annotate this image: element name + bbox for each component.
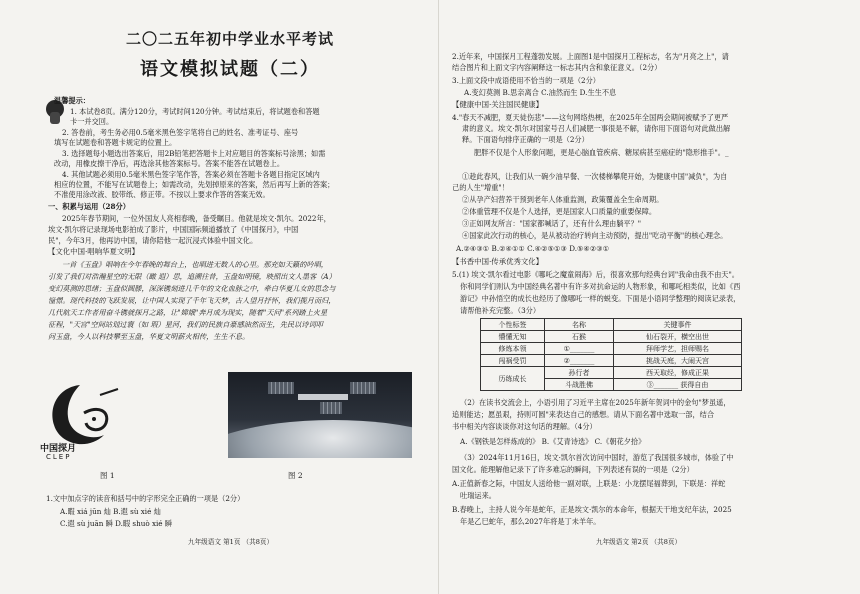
tip-line: 相应的位置，不能写在试题卷上；如需改动，先划掉原来的答案，然后再写上新的答案； (54, 180, 335, 189)
table-cell (614, 379, 742, 391)
solar-panel (320, 402, 342, 414)
question-4-item: ②从孕产妇营养干预到老年人体重监测，政策覆盖全生命周期。 (462, 195, 664, 204)
tip-line: 4. 其他试题必须用0.5毫米黑色签字笔作答，答案必须在答题卡各题目指定区域内 (62, 170, 320, 179)
question-5: 5.(1) 埃文·凯尔看过电影《哪吒之魔童闹海》后，很喜欢那句经典台词"我命由我不由天"。 (452, 270, 739, 279)
theme-header: 【文化中国·唱响华夏文明】 (48, 247, 140, 256)
table-header-row (481, 319, 742, 331)
question-5-2: 追则能达；愿虽艰，持则可圆"来表达自己的感想。请从下面名著中选取一部，结合 (452, 410, 715, 419)
exam-title: 二〇二五年初中学业水平考试 (125, 30, 334, 48)
question-5-3: 国文化。能理解他记录下了许多难忘的瞬间，下列表述有误的一项是（2分） (452, 465, 694, 474)
passage-line: 憧憬。现代科技的飞跃发展，让中国人实现了千年飞天梦，古人望月抒怀，我们揽月而归， (48, 296, 336, 305)
question-5: 游记》中孙悟空的成长也经历了像哪吒一样的蜕变。下面是小语同学整理的阅读记录表， (460, 294, 741, 303)
table-cell: 懵懂无知 (481, 331, 545, 343)
table-row (481, 355, 742, 367)
table-cell: 孙行者 (544, 367, 613, 379)
section-title: 一、积累与运用（28分） (48, 202, 130, 211)
table-cell-text: 获得自由 (680, 380, 709, 389)
question-5-2: （2）在读书交流会上，小语引用了习近平主席在2025年新年贺词中的金句"梦虽遥， (460, 398, 731, 407)
question-5-2-options: A.《钢铁是怎样炼成的》 B.《艾青诗选》 C.《朝花夕拾》 (460, 437, 646, 446)
solar-panel (350, 382, 376, 394)
page-divider (438, 0, 439, 594)
passage-line: 一首《玉盘》唱响在今年春晚的舞台上，也唱进无数人的心里。那充如天籁的吟唱， (62, 260, 328, 269)
question-4: 肃的意义。埃文·凯尔对国家号召人们减肥一事很是不解，请你用下面语句对此做出解 (462, 124, 731, 133)
question-4: 释。下面语句排序正确的一项是（2分） (462, 135, 589, 144)
logo-text: 中国探月 (40, 444, 77, 454)
intro-line: 埃文·凯尔将记录现场电影拍成了影片，中国国际频道播放了《中国探月》，中国 (48, 225, 299, 234)
exam-subtitle: 语文模拟试题（二） (140, 59, 320, 80)
tip-line: 2. 答卷前，考生务必用0.5毫米黑色签字笔将自己的姓名、准考证号、座号 (62, 128, 299, 137)
space-station-icon (298, 394, 348, 400)
question-4-item: ③正如网友所言："国家都喊话了，还有什么理由躺平？" (462, 219, 642, 228)
theme-header: 【健康中国·关注国民健康】 (452, 100, 544, 109)
question-5: 请帮他补充完整。（3分） (460, 306, 541, 315)
space-station-photo (228, 372, 412, 458)
tip-line: 卡一并交回。 (70, 117, 114, 126)
table-cell: 石猴 (544, 331, 613, 343)
page-2 (452, 0, 844, 594)
page-footer: 九年级语文 第1页 （共8页） (188, 538, 274, 546)
page-footer: 九年级语文 第2页 （共8页） (596, 538, 682, 546)
question-4: 4."春天不减肥，夏天徒伤悲"——这句网络热梗，在2025年全国两会期间被赋予了更严 (452, 113, 729, 122)
question-5: 你和同学们则认为中国经典名著中有许多对抗命运的人物形象，和哪吒相类似，比如《西 (460, 282, 741, 291)
page-1 (40, 0, 432, 594)
intro-line: 民"，今年3月，他再访中国，请你陪他一起沉浸式体验中国文化。 (48, 236, 258, 245)
question-5-3-option: B.春晚上，主持人说今年是蛇年，正是埃文·凯尔的本命年，根据天干地支纪年法，2025 (452, 505, 732, 514)
question-5-3-option: A.正值新春之际，中国友人送给他一副对联，上联是：小龙摆尾福葬到，下联是：祥蛇 (452, 479, 726, 488)
solar-panel (268, 382, 294, 394)
figure-2-caption: 图 2 (288, 471, 303, 480)
table-cell-blank: ③_______ (646, 380, 679, 389)
question-5-2: 书中相关内容谈谈你对这句话的理解。（4分） (452, 422, 597, 431)
question-1-options: A.暇 xiá jūn 灿 B.遐 sù xié 灿 (60, 507, 161, 516)
table-cell-blank: ①_______ (544, 343, 613, 355)
intro-line: 2025年春节期间，一位外国友人亮相春晚，备受瞩目。他就是埃文·凯尔。2022年， (62, 214, 331, 223)
reading-record-table (480, 318, 742, 391)
passage-line: 几代航天工作者用奋斗镌就探月之路，让"嫦娥"奔月成为现实，随着"天问"系列踏上火星 (48, 308, 328, 317)
table-cell: 挑战天庭，大闹天宫 (614, 355, 742, 367)
question-4-item: ②体重管理不仅是个人选择，更是国家人口质量的重要保障。 (462, 207, 657, 216)
table-cell: 修炼本领 (481, 343, 545, 355)
table-row (481, 367, 742, 379)
table-cell: 仙石裂开，横空出世 (614, 331, 742, 343)
earth-image (228, 420, 412, 458)
question-3: 3.上面文段中成语使用不恰当的一项是（2分） (452, 76, 600, 85)
question-4-item: ①趁此春风，让我们从一碗少油早餐、一次楼梯攀爬开始，为健康中国"减负"，为自 (462, 172, 728, 181)
table-header: 个性标签 (481, 319, 545, 331)
passage-line: 引发了我们对浩瀚星空的无限（瞰 遐）思，追溯往昔，玉盘如明镜，映照出文人墨客（A） (48, 272, 336, 281)
question-5-3-option: 年是乙巳蛇年，那么2027年将是丁未羊年。 (460, 517, 601, 526)
table-cell: 历练成长 (481, 367, 545, 391)
tip-line: 1. 本试卷8页。满分120分，考试时间120分钟。考试结束后，将试题卷和答题 (70, 107, 320, 116)
question-4-options: A.②④③① B.②④①① C.④②⑤①③ D.⑤④②③① (456, 244, 610, 253)
table-cell: 斗战胜佛 (544, 379, 613, 391)
table-header: 名称 (544, 319, 613, 331)
table-cell (614, 367, 742, 379)
lunar-logo-figure (40, 375, 190, 467)
table-cell: 闯祸受罚 (481, 355, 545, 367)
question-2: 2.近年来，中国探月工程蓬勃发展。上面图1是中国探月工程标志，名为"月亮之上"，请 (452, 52, 729, 61)
table-cell: 拜师学艺，担师赐名 (614, 343, 742, 355)
question-4-lead: 肥胖不仅是个人形象问题，更是心脑血管疾病、糖尿病甚至癌症的"隐形推手"。_ (474, 148, 729, 157)
tip-line: 3. 选择题每小题选出答案后，用2B铅笔把答题卡上对应题目的答案标号涂黑；如需 (62, 149, 326, 158)
tips-label: 温馨提示： (54, 96, 90, 105)
table-row (481, 343, 742, 355)
tip-line: 不准使用涂改液、胶带纸、修正带。不按以上要求作答的答案无效。 (54, 190, 270, 199)
question-1: 1.文中加点字的读音和括号中的字形完全正确的一项是（2分） (46, 494, 245, 503)
passage-line: 变幻莫测的思绪；玉盘似圆滕，深深镌刻进几千年的文化血脉之中，牵白华夏儿女的思念与 (48, 284, 336, 293)
logo-subtext: CLEP (46, 453, 72, 461)
figure-1-caption: 图 1 (100, 471, 115, 480)
question-4-item: ④国家此次行动的核心，是从被动治疗转向主动预防，提出"吃动平衡"的核心理念。 (462, 231, 728, 240)
question-5-3-option: 吐瑞运来。 (460, 491, 496, 500)
question-3-options: A.变幻莫测 B.思亲离合 C.油然而生 D.生生不息 (464, 88, 617, 97)
tip-line: 改动，用橡皮擦干净后，再选涂其他答案标号。答案不能答在试题卷上。 (54, 159, 285, 168)
table-header: 关键事件 (614, 319, 742, 331)
passage-line: 问玉盘，今人以科技攀至玉盘，华夏文明薪火相传，生生不息。 (48, 332, 250, 341)
question-4-item: 己的人生"增重"！ (452, 183, 509, 192)
table-cell-text: 西天取经，修成正果 (646, 368, 710, 377)
passage-line: 征程，"天宫"空间站划过寰（如 瑕）星河，我们的民族自豪感油然而生，先民以诗词叩 (48, 320, 323, 329)
tip-line: 填写在试题卷和答题卡规定的位置上。 (54, 138, 177, 147)
question-1-options: C.遐 sù juān 瞬 D.暇 shuò xié 瞬 (60, 519, 173, 528)
question-2: 结合图片和上面文字内容阐释这一标志其内含和象征意义。（2分） (452, 63, 662, 72)
theme-header: 【书香中国·传承优秀文化】 (452, 257, 544, 266)
table-row (481, 331, 742, 343)
question-5-3: （3）2024年11月16日，埃文·凯尔首次访问中国时，游览了我国很多城市，体验了中 (460, 453, 734, 462)
table-cell-blank: ②_______ (544, 355, 613, 367)
